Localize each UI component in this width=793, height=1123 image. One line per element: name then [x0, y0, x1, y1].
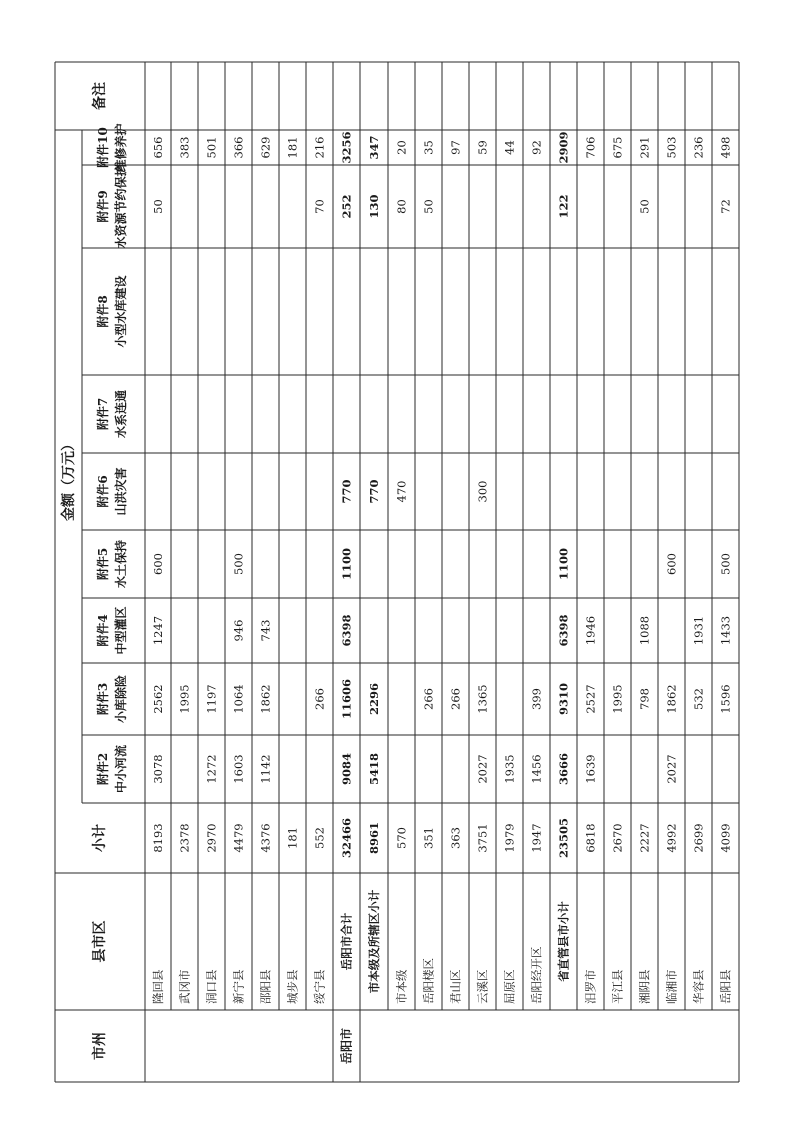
cell-amount: 35	[421, 140, 436, 155]
cell-subtotal: 181	[285, 827, 300, 849]
header-attachment-name: 中小河流	[114, 744, 128, 794]
header-attachment-number: 附件2	[96, 752, 110, 786]
cell-amount: 1064	[231, 684, 246, 714]
cell-county: 湘阴县	[637, 969, 652, 1004]
cell-amount: 252	[339, 194, 354, 219]
cell-amount: 1142	[258, 754, 273, 784]
cell-subtotal: 351	[421, 827, 436, 849]
cell-amount: 130	[367, 194, 381, 219]
cell-amount: 5418	[367, 752, 381, 786]
cell-subtotal: 2970	[204, 823, 219, 853]
cell-amount: 600	[664, 553, 679, 575]
cell-amount: 6398	[556, 614, 571, 647]
cell-county: 云溪区	[475, 969, 490, 1004]
cell-amount: 1272	[204, 754, 219, 784]
cell-amount: 1995	[610, 684, 625, 714]
cell-county: 新宁县	[231, 969, 246, 1004]
cell-amount: 743	[258, 619, 273, 642]
cell-subtotal: 4376	[258, 823, 273, 853]
cell-county: 岳阳市合计	[339, 912, 354, 971]
cell-amount: 50	[637, 199, 652, 214]
header-attachment-number: 附件8	[96, 295, 110, 328]
cell-county: 屈原区	[502, 969, 517, 1004]
cell-amount: 59	[475, 140, 490, 155]
cell-amount: 3256	[339, 131, 354, 164]
cell-amount: 532	[691, 688, 706, 710]
cell-amount: 656	[151, 136, 165, 159]
cell-amount: 80	[394, 199, 409, 214]
cell-amount: 770	[367, 479, 381, 504]
cell-county: 华容县	[691, 969, 706, 1004]
cell-subtotal: 4099	[718, 823, 733, 853]
cell-amount: 600	[151, 553, 165, 575]
cell-amount: 1639	[583, 754, 598, 784]
cell-subtotal: 23505	[556, 817, 571, 859]
cell-county: 省直管县市小计	[556, 901, 571, 982]
cell-county: 汨罗市	[583, 969, 598, 1004]
cell-subtotal: 552	[312, 827, 327, 849]
cell-county: 隆回县	[151, 969, 165, 1004]
cell-amount: 1596	[718, 684, 733, 714]
header-attachment-name: 水系连通	[114, 389, 128, 439]
cell-subtotal: 8961	[367, 821, 381, 855]
cell-subtotal: 1947	[529, 823, 544, 853]
header-attachment-number: 附件4	[96, 614, 110, 647]
cell-subtotal: 2227	[637, 823, 652, 853]
cell-amount: 1100	[339, 547, 354, 581]
cell-amount: 9310	[556, 682, 571, 716]
cell-amount: 291	[637, 136, 652, 159]
cell-subtotal: 570	[394, 827, 409, 849]
cell-subtotal: 3751	[475, 823, 490, 853]
cell-amount: 1365	[475, 684, 490, 714]
cell-amount: 383	[177, 136, 192, 159]
cell-county: 邵阳县	[258, 969, 273, 1004]
cell-county: 绥宁县	[312, 969, 327, 1004]
cell-amount: 2562	[151, 684, 165, 714]
header-subtotal: 小计	[92, 824, 108, 852]
cell-county: 岳阳经开区	[529, 946, 544, 1004]
cell-amount: 798	[637, 688, 652, 710]
cell-subtotal: 1979	[502, 823, 517, 853]
cell-amount: 706	[583, 136, 598, 159]
header-attachment-number: 附件6	[96, 475, 110, 508]
cell-subtotal: 2699	[691, 823, 706, 853]
cell-amount: 44	[502, 140, 517, 155]
header-attachment-name: 小型水库建设	[114, 275, 128, 348]
header-attachment-number: 附件7	[96, 397, 110, 431]
cell-subtotal: 4992	[664, 823, 679, 853]
cell-county: 临湘市	[664, 969, 679, 1004]
cell-amount: 92	[529, 140, 544, 155]
cell-county: 市本级	[394, 969, 409, 1004]
cell-amount: 50	[151, 199, 165, 214]
header-attachment-number: 附件9	[96, 190, 110, 223]
cell-subtotal: 32466	[339, 817, 354, 859]
cell-amount: 11606	[339, 678, 354, 720]
cell-amount: 236	[691, 136, 706, 159]
cell-county: 市本级及所辖区小计	[367, 889, 381, 994]
cell-subtotal: 8193	[151, 823, 165, 853]
cell-amount: 399	[529, 688, 544, 710]
cell-amount: 946	[231, 619, 246, 642]
cell-amount: 2027	[475, 754, 490, 784]
cell-amount: 2909	[556, 131, 571, 164]
cell-subtotal: 2378	[177, 823, 192, 853]
cell-amount: 266	[448, 688, 463, 710]
header-attachment-number: 附件5	[96, 547, 110, 581]
cell-county: 君山区	[448, 969, 463, 1004]
cell-amount: 72	[718, 199, 733, 214]
cell-amount: 70	[312, 199, 327, 214]
cell-subtotal: 2670	[610, 823, 625, 853]
cell-amount: 347	[367, 135, 381, 160]
cell-amount: 1456	[529, 754, 544, 784]
cell-amount: 9084	[339, 752, 354, 786]
table-text-layer	[60, 82, 733, 1064]
cell-amount: 770	[339, 479, 354, 504]
header-attachment-number: 附件3	[96, 682, 110, 716]
header-remark: 备注	[92, 82, 108, 110]
cell-amount: 675	[610, 136, 625, 159]
cell-amount: 366	[231, 136, 246, 159]
cell-amount: 1247	[151, 615, 165, 646]
cell-county: 洞口县	[204, 969, 219, 1004]
header-attachment-name: 维修养护	[114, 123, 128, 172]
header-amount-group: 金额（万元）	[61, 437, 77, 521]
header-attachment-name: 水资源节约保护	[114, 164, 128, 249]
header-county: 县市区	[92, 920, 108, 963]
cell-amount: 1088	[637, 615, 652, 646]
cell-amount: 1100	[556, 547, 571, 581]
cell-amount: 6398	[339, 614, 354, 647]
cell-amount: 2296	[367, 682, 381, 716]
cell-county: 岳阳楼区	[421, 958, 436, 1004]
cell-amount: 300	[475, 480, 490, 503]
cell-county: 武冈市	[177, 969, 192, 1004]
cell-amount: 2527	[583, 684, 598, 714]
cell-city: 岳阳市	[339, 1027, 354, 1065]
cell-amount: 500	[231, 553, 246, 575]
cell-amount: 266	[312, 688, 327, 710]
header-attachment-name: 山洪灾害	[114, 467, 128, 516]
cell-amount: 503	[664, 136, 679, 159]
cell-county: 城步县	[285, 969, 300, 1004]
cell-amount: 266	[421, 688, 436, 710]
cell-amount: 1197	[204, 684, 219, 714]
cell-amount: 1603	[231, 754, 246, 784]
cell-amount: 1433	[718, 615, 733, 646]
cell-subtotal: 363	[448, 827, 463, 849]
cell-amount: 1862	[664, 684, 679, 714]
cell-amount: 97	[448, 140, 463, 155]
header-attachment-name: 小库除险	[114, 674, 128, 724]
cell-amount: 50	[421, 199, 436, 214]
cell-amount: 501	[204, 136, 219, 159]
cell-amount: 216	[312, 136, 327, 159]
cell-amount: 3078	[151, 754, 165, 784]
header-attachment-number: 附件10	[96, 127, 110, 168]
cell-subtotal: 6818	[583, 823, 598, 853]
cell-county: 岳阳县	[718, 969, 733, 1004]
header-city: 市州	[92, 1032, 108, 1060]
cell-amount: 3666	[556, 752, 571, 786]
cell-amount: 1946	[583, 615, 598, 646]
cell-amount: 470	[394, 480, 409, 503]
cell-amount: 1862	[258, 684, 273, 714]
cell-subtotal: 4479	[231, 823, 246, 853]
cell-amount: 1935	[502, 754, 517, 784]
cell-amount: 629	[258, 136, 273, 159]
cell-amount: 1995	[177, 684, 192, 714]
cell-county: 平江县	[610, 969, 625, 1004]
cell-amount: 2027	[664, 754, 679, 784]
header-attachment-name: 中型灌区	[114, 606, 128, 655]
cell-amount: 20	[394, 140, 409, 155]
cell-amount: 498	[718, 136, 733, 159]
cell-amount: 181	[285, 136, 300, 159]
cell-amount: 1931	[691, 615, 706, 646]
cell-amount: 500	[718, 553, 733, 575]
header-attachment-name: 水土保持	[114, 539, 128, 589]
cell-amount: 122	[556, 194, 571, 219]
